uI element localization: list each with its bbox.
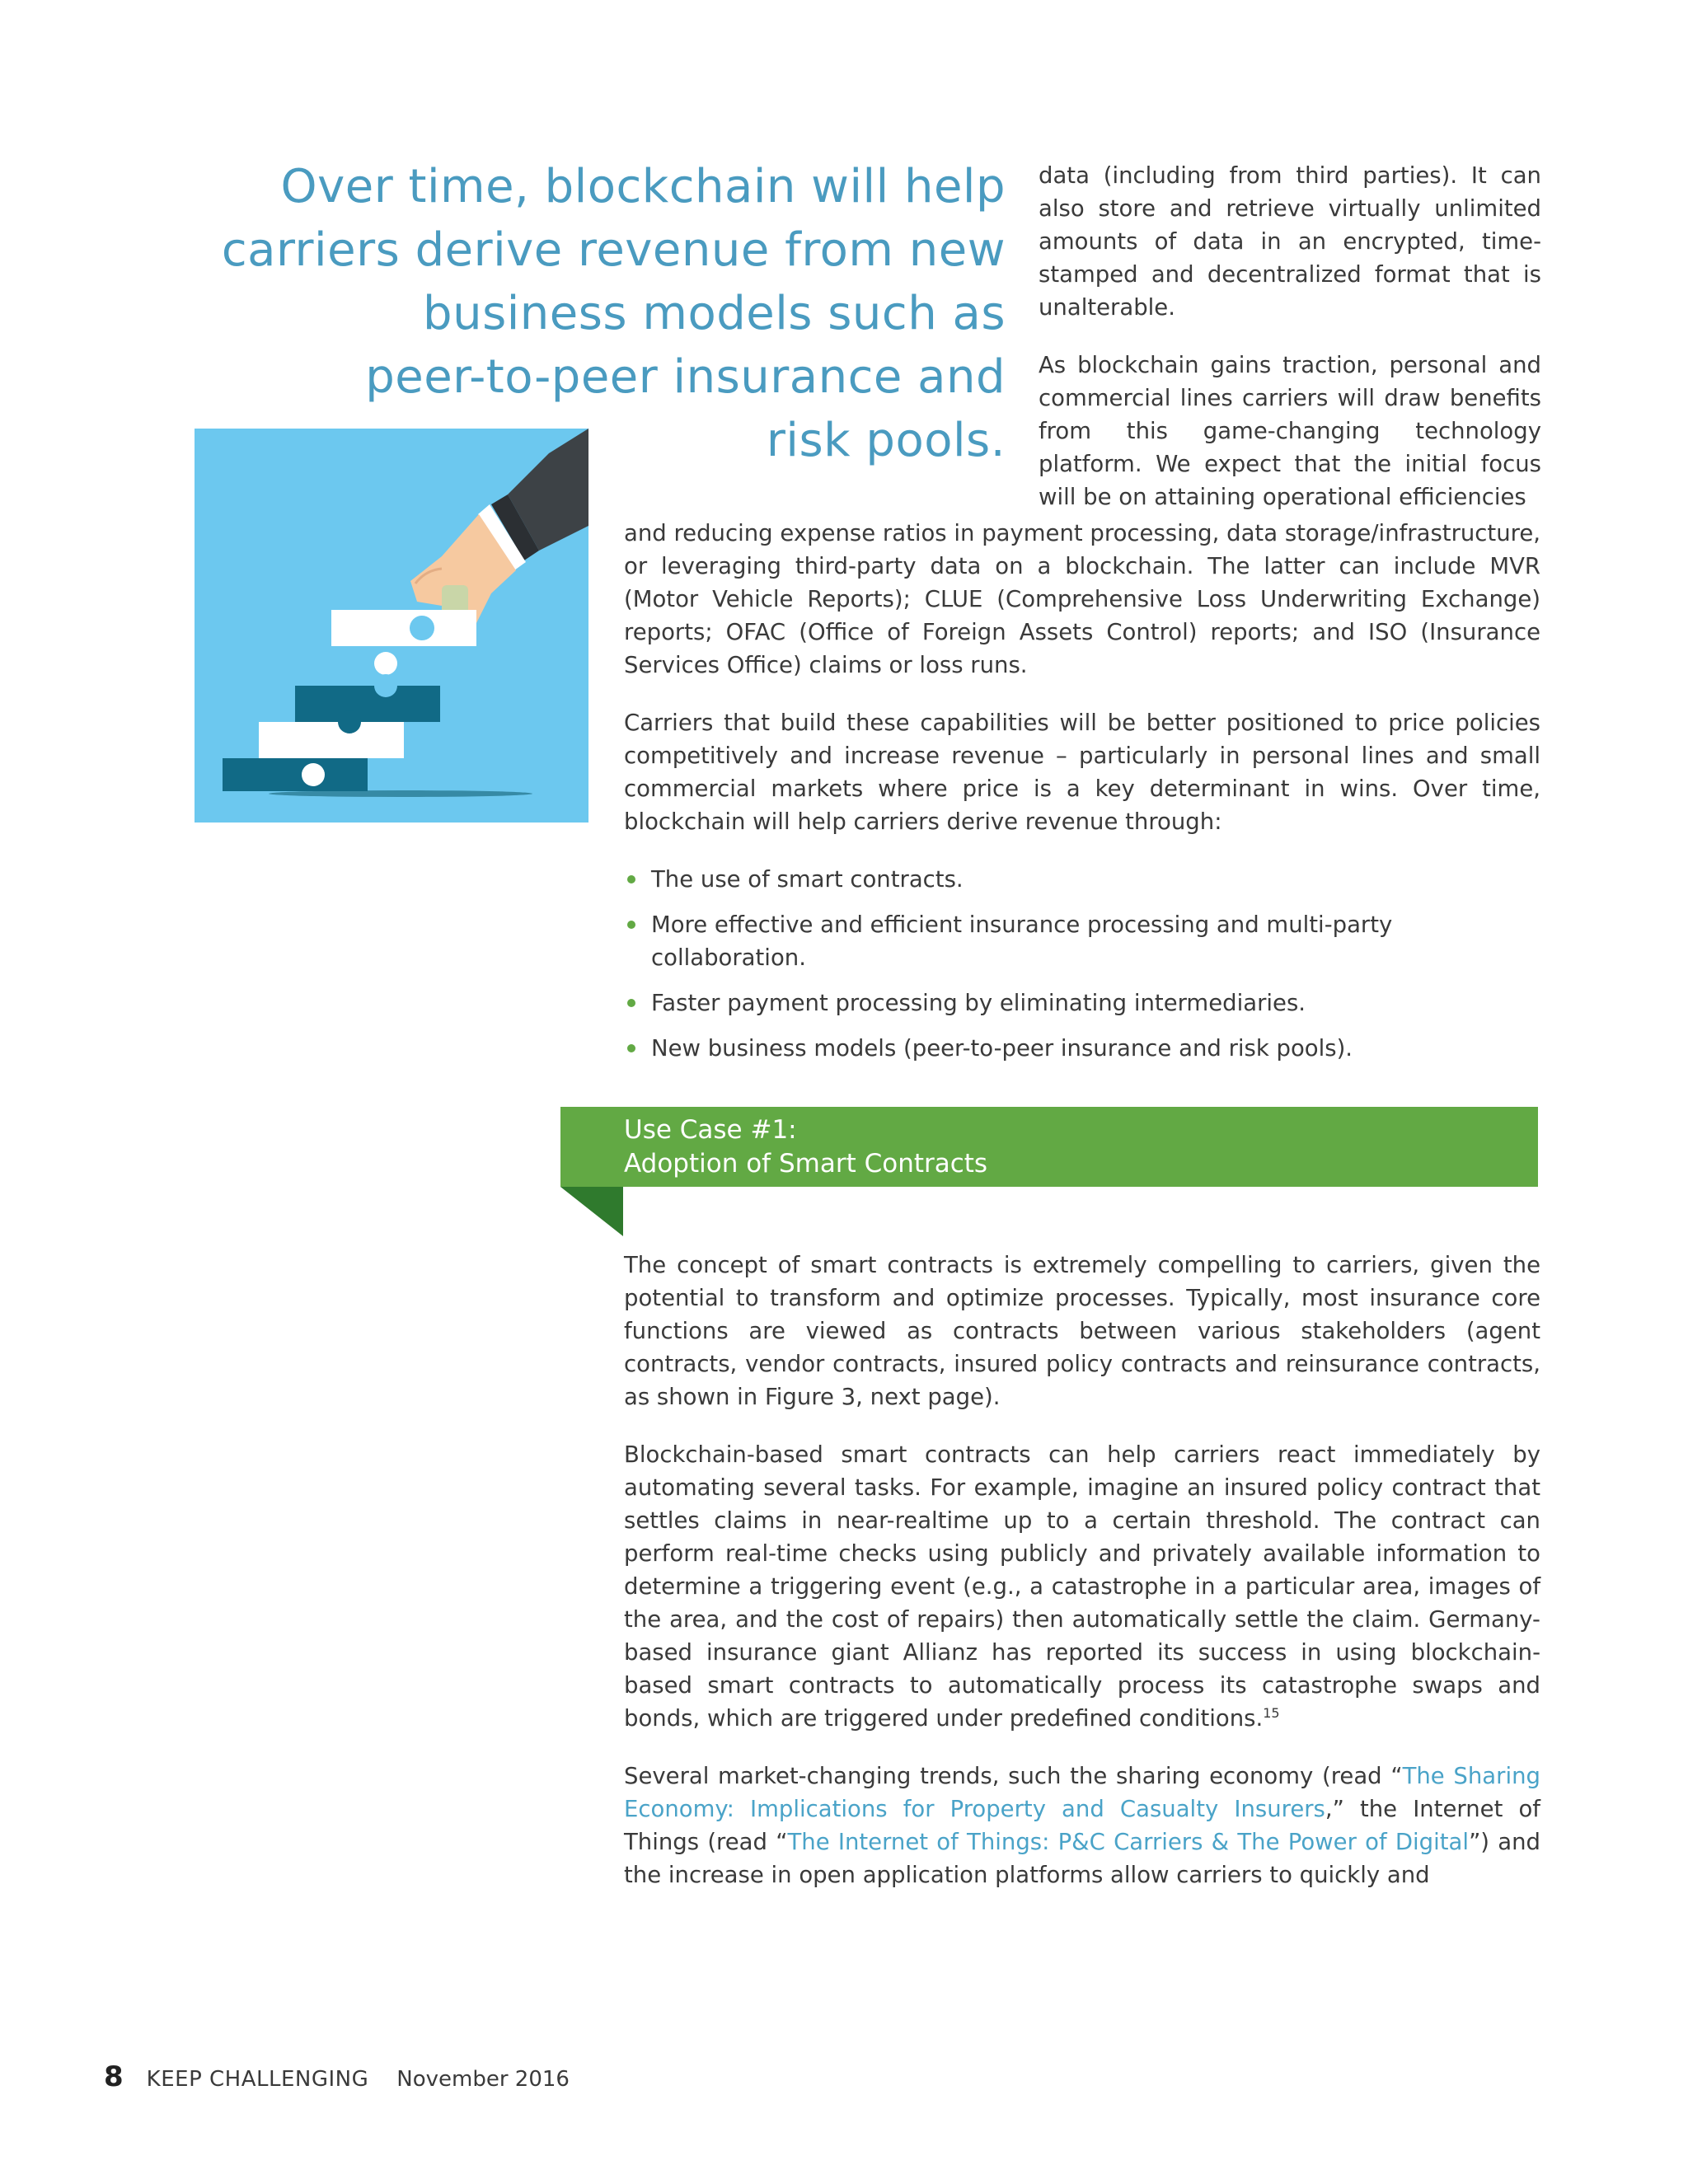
pull-quote-line: carriers derive revenue from new xyxy=(221,223,1006,277)
list-item-text: Faster payment processing by eliminating intermediaries. xyxy=(651,990,1306,1016)
pull-quote xyxy=(181,155,1006,472)
bullet-icon xyxy=(627,921,635,929)
paragraph-text: Several market-changing trends, such the sharing economy (read “ xyxy=(624,1763,1403,1789)
use-case-banner xyxy=(560,1107,1538,1187)
list-item xyxy=(624,987,1540,1019)
list-item-text: More effective and efficient insurance processing and multi-party collaboration. xyxy=(651,912,1393,971)
paragraph-text: ,” the Internet of Things (read “ xyxy=(624,1796,1540,1855)
paragraph: As blockchain gains traction, personal and commercial lines carriers will draw benefits from this game-changing technology platform. We expect that the initial focus will be on attaining operational efficiencies xyxy=(1039,352,1541,510)
list-item xyxy=(624,1032,1540,1065)
use-case-number: Use Case #1: xyxy=(624,1115,797,1145)
bullet-icon xyxy=(627,1044,635,1052)
pull-quote-line: business models such as xyxy=(423,287,1006,340)
top-right-column xyxy=(1039,159,1541,513)
hand-placing-puzzle-stairs-icon xyxy=(195,429,588,823)
paragraph: and reducing expense ratios in payment processing, data storage/infrastructure, or leveraging third-party data on a blockchain. The latter can include MVR (Motor Vehicle Reports); CLUE (Comprehensive Loss Underwriting Exchange) reports; OFAC (Office of Foreign Assets Control) reports; and ISO (Insurance Services Office) claims or loss runs. xyxy=(624,520,1540,678)
section-body xyxy=(624,1249,1540,1891)
sharing-economy-link[interactable]: The Sharing Economy: Implications for Property and Casualty Insurers xyxy=(624,1763,1540,1822)
bullet-icon xyxy=(627,875,635,883)
list-item xyxy=(624,908,1540,974)
list-item xyxy=(624,863,1540,896)
publication-name: KEEP CHALLENGING xyxy=(146,2067,369,2092)
list-item-text: New business models (peer-to-peer insurance and risk pools). xyxy=(651,1035,1353,1062)
list-item-text: The use of smart contracts. xyxy=(651,866,964,893)
pull-quote-line: peer-to-peer insurance and xyxy=(365,350,1006,404)
paragraph-text: Blockchain-based smart contracts can help carriers react immediately by automating several tasks. For example, imagine an insured policy contract that settles claims in near-realtime up to a certain threshold. The contract can perform real-time checks using publicly and privately available information to determine a triggering event (e.g., a catastrophe in a particular area, images of the area, and the cost of repairs) then automatically settle the claim. Germany-based insurance giant Allianz has reported its success in using blockchain-based smart contracts to automatically process its catastrophe swaps and bonds, which are triggered under predefined conditions. xyxy=(624,1441,1540,1732)
page-number: 8 xyxy=(104,2060,124,2093)
page-footer xyxy=(104,2060,570,2093)
internet-of-things-link[interactable]: The Internet of Things: P&C Carriers & The Power of Digital xyxy=(787,1829,1470,1855)
bullet-list xyxy=(624,863,1540,1065)
use-case-title: Adoption of Smart Contracts xyxy=(624,1149,988,1179)
paragraph: data (including from third parties). It can also store and retrieve virtually unlimited amounts of data in an encrypted, time-stamped and decentralized format that is unalterable. xyxy=(1039,162,1541,321)
body-column xyxy=(624,517,1540,1077)
paragraph xyxy=(624,1438,1540,1735)
publication-date: November 2016 xyxy=(396,2067,570,2092)
paragraph xyxy=(624,1760,1540,1891)
bullet-icon xyxy=(627,999,635,1007)
pull-quote-line: risk pools. xyxy=(766,414,1006,467)
paragraph: The concept of smart contracts is extremely compelling to carriers, given the potential to transform and optimize processes. Typically, most insurance core functions are viewed as contracts between various stakeholders (agent contracts, vendor contracts, insured policy contracts and reinsurance contracts, as shown in Figure 3, next page). xyxy=(624,1252,1540,1410)
paragraph-text: ”) and the increase in open application platforms allow carriers to quickly and xyxy=(624,1829,1541,1888)
paragraph: Carriers that build these capabilities will be better positioned to price policies competitively and increase revenue – particularly in personal lines and small commercial markets where price is a key determinant in wins. Over time, blockchain will help carriers derive revenue through: xyxy=(624,710,1540,835)
banner-fold xyxy=(560,1187,623,1236)
use-case-heading xyxy=(624,1113,987,1181)
pull-quote-line: Over time, blockchain will help xyxy=(280,160,1006,213)
footnote-ref: 15 xyxy=(1263,1704,1280,1721)
